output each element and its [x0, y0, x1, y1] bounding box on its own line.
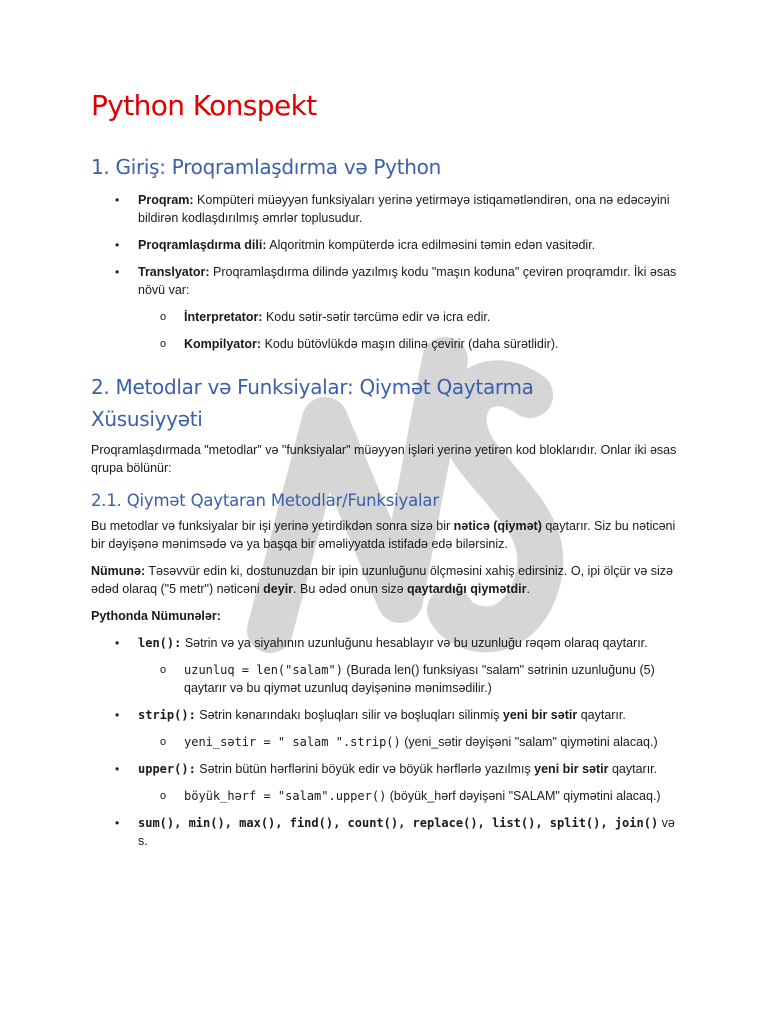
examples-list	[91, 634, 681, 850]
list-item: • Proqramlaşdırma dili: Alqoritmin kompüterdə icra edilməsini təmin edən vasitədir.	[115, 238, 596, 252]
sub-list	[138, 787, 681, 805]
section1-list	[91, 191, 681, 353]
sub-bullet: o	[160, 790, 167, 802]
document-title: Python Konspekt	[91, 89, 317, 122]
list-item: • len(): Sətrin və ya siyahının uzunluğunu hesablayır və bu uzunluğu rəqəm olaraq qaytarır. o uzunluq = len("salam") (Burada len() funksiyası "salam" sətrinin uzunluğunu (5) qaytarır və bu qiymət uzunluq dəyişəninə mənimsədilir.)	[91, 634, 681, 697]
bullet: •	[115, 193, 120, 207]
sub-list-item: o böyük_hərf = "salam".upper() (böyük_hərf dəyişəni "SALAM" qiymətini alacaq.)	[160, 789, 661, 803]
sub-list	[138, 733, 681, 751]
list-item: • Proqram: Kompüteri müəyyən funksiyaları yerinə yetirməyə istiqamətləndirən, ona nə edəcəyini bildirən kodlaşdırılmış əmrlər toplusudur.	[115, 193, 670, 225]
list-item: • strip(): Sətrin kənarındakı boşluqları silir və boşluqları silinmiş yeni bir sətir qaytarır. o yeni_sətir = " salam ".strip() (yeni_sətir dəyişəni "salam" qiymətini alacaq.)	[91, 706, 681, 751]
paragraph-example: Nümunə: Təsəvvür edin ki, dostunuzdan bir ipin uzunluğunu ölçməsini xahiş edirsiniz. O, ipi ölçür və sizə ədəd olaraq ("5 metr") nəticəni deyir. Bu ədəd onun sizə qaytardığı qiymətdir.	[91, 564, 673, 596]
subsection-heading: 2.1. Qiymət Qaytaran Metodlar/Funksiyalar	[91, 491, 439, 510]
sub-list-item: o yeni_sətir = " salam ".strip() (yeni_sətir dəyişəni "salam" qiymətini alacaq.)	[160, 735, 658, 749]
sub-bullet: o	[160, 338, 167, 350]
bullet: •	[115, 816, 120, 830]
sub-bullet: o	[160, 311, 167, 323]
bullet: •	[115, 636, 120, 650]
section1-heading: 1. Giriş: Proqramlaşdırma və Python	[91, 155, 441, 179]
list-item: • Translyator: Proqramlaşdırma dilində yazılmış kodu "maşın koduna" çevirən proqramdır. İki əsas növü var: o İnterpretator: Kodu sətir-sətir tərcümə edir və icra edir. o Kompilyator: Kodu bütövlükdə maşın dilinə çevirir (daha sürətlidir).	[91, 263, 681, 353]
list-item: • sum(), min(), max(), find(), count(), replace(), list(), split(), join() və s.	[115, 816, 675, 848]
bullet: •	[115, 265, 120, 279]
sub-list	[138, 308, 681, 353]
sub-list-item: o uzunluq = len("salam") (Burada len() funksiyası "salam" sətrinin uzunluğunu (5) qaytarır və bu qiymət uzunluq dəyişəninə mənimsədilir.)	[160, 663, 655, 695]
document-page	[91, 84, 681, 850]
examples-label: Pythonda Nümunələr:	[91, 609, 221, 623]
sub-bullet: o	[160, 736, 167, 748]
bullet: •	[115, 708, 120, 722]
sub-list-item: o Kompilyator: Kodu bütövlükdə maşın dilinə çevirir (daha sürətlidir).	[160, 337, 559, 351]
section2-intro: Proqramlaşdırmada "metodlar" və "funksiyalar" müəyyən işləri yerinə yetirən kod bloklarıdır. Onlar iki əsas qrupa bölünür:	[91, 443, 677, 475]
paragraph: Bu metodlar və funksiyalar bir işi yerinə yetirdikdən sonra sizə bir nəticə (qiymət) qaytarır. Siz bu nəticəni bir dəyişənə mənimsədə və ya başqa bir əməliyyatda istifadə edə bilərsiniz.	[91, 519, 676, 551]
bullet: •	[115, 238, 120, 252]
sub-list-item: o İnterpretator: Kodu sətir-sətir tərcümə edir və icra edir.	[160, 310, 491, 324]
bullet: •	[115, 762, 120, 776]
sub-bullet: o	[160, 664, 167, 676]
list-item: • upper(): Sətrin bütün hərflərini böyük edir və böyük hərflərlə yazılmış yeni bir sətir qaytarır. o böyük_hərf = "salam".upper() (böyük_hərf dəyişəni "SALAM" qiymətini alacaq.)	[91, 760, 681, 805]
sub-list	[138, 661, 681, 697]
section2-heading: 2. Metodlar və Funksiyalar: Qiymət Qaytarma Xüsusiyyəti	[91, 375, 534, 431]
